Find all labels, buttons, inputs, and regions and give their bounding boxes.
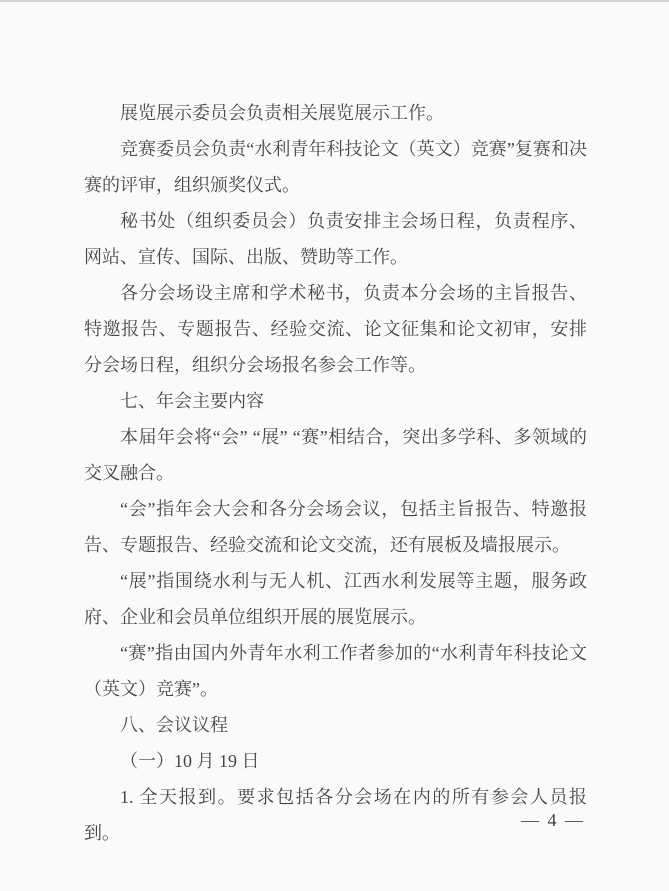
body-paragraph: 秘书处（组织委员会）负责安排主会场日程，负责程序、网站、宣传、国际、出版、赞助等工作。: [84, 211, 587, 267]
body-paragraph: “赛”指由国内外青年水利工作者参加的“水利青年科技论文（英文）竞赛”。: [84, 643, 587, 699]
body-paragraph: 各分会场设主席和学术秘书，负责本分会场的主旨报告、特邀报告、专题报告、经验交流、论文征集和论文初审，安排分会场日程，组织分会场报名参会工作等。: [84, 283, 587, 375]
section-heading-7: 七、年会主要内容: [120, 391, 264, 411]
section-heading-8: 八、会议议程: [120, 715, 228, 735]
body-paragraph: 本届年会将“会” “展” “赛”相结合，突出多学科、多领域的交叉融合。: [84, 427, 587, 483]
page-number: — 4 —: [521, 810, 585, 830]
date-heading: （一）10 月 19 日: [120, 751, 260, 771]
body-paragraph: 展览展示委员会负责相关展览展示工作。: [120, 103, 444, 123]
body-paragraph: 竞赛委员会负责“水利青年科技论文（英文）竞赛”复赛和决赛的评审，组织颁奖仪式。: [84, 139, 587, 195]
body-paragraph: “会”指年会大会和各分会场会议，包括主旨报告、特邀报告、专题报告、经验交流和论文交流，还有展板及墙报展示。: [84, 499, 587, 555]
body-paragraph: “展”指围绕水利与无人机、江西水利发展等主题，服务政府、企业和会员单位组织开展的展览展示。: [84, 571, 587, 627]
scan-edge: [0, 0, 669, 2]
agenda-item: 1. 全天报到。要求包括各分会场在内的所有参会人员报到。: [84, 787, 587, 843]
document-body: [84, 95, 587, 851]
